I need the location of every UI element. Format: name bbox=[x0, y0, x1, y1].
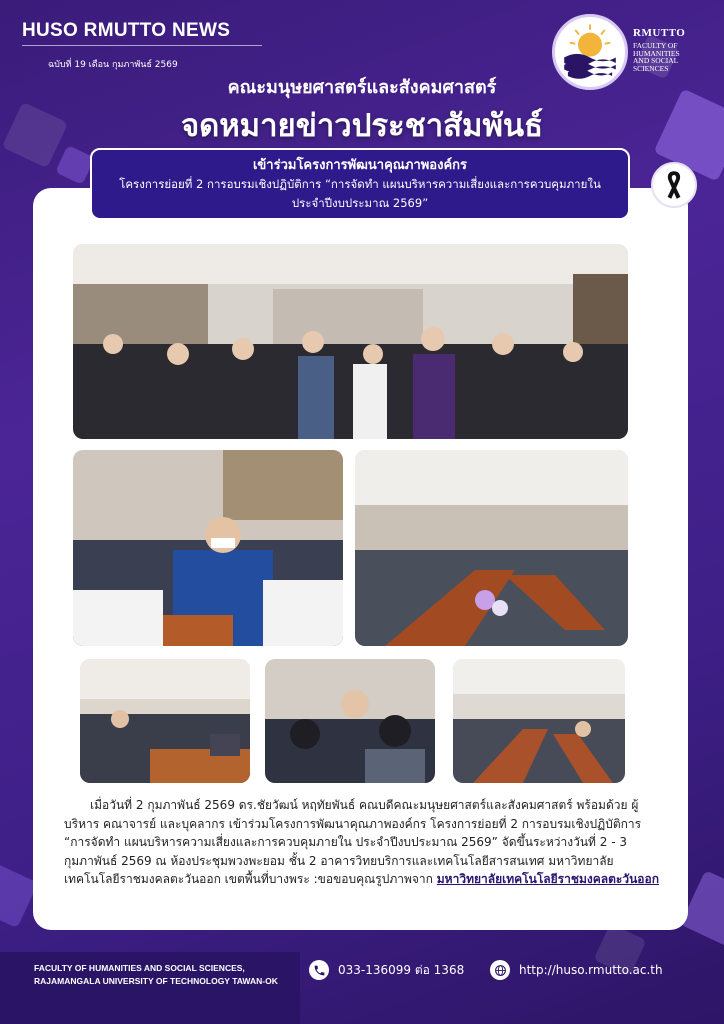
subject-title: เข้าร่วมโครงการพัฒนาคุณภาพองค์กร bbox=[252, 158, 468, 173]
footer-faculty bbox=[34, 962, 304, 988]
faculty-name: คณะมนุษยศาสตร์และสังคมศาสตร์ bbox=[227, 77, 497, 98]
participants-photo bbox=[80, 659, 250, 783]
footer-faculty-line1: FACULTY OF HUMANITIES AND SOCIAL SCIENCES, bbox=[34, 963, 245, 973]
logo-wordmark bbox=[633, 28, 693, 72]
seminar-photo bbox=[73, 450, 343, 646]
website-contact[interactable] bbox=[490, 960, 663, 980]
phone-number: 033-136099 ต่อ 1368 bbox=[338, 962, 465, 977]
photo-credit-link[interactable]: มหาวิทยาลัยเทคโนโลยีราชมงคลตะวันออก bbox=[436, 872, 659, 887]
logo-faculty: FACULTY OF HUMANITIES AND SOCIAL SCIENCES bbox=[633, 41, 680, 73]
photo-credit-label: :ขอขอบคุณรูปภาพจาก bbox=[313, 872, 437, 887]
phone-contact[interactable] bbox=[309, 960, 464, 980]
phone-icon bbox=[309, 960, 329, 980]
group-photo bbox=[73, 244, 628, 439]
subject-box bbox=[90, 148, 630, 220]
footer-faculty-line2: RAJAMANGALA UNIVERSITY OF TECHNOLOGY TAWAN-OK bbox=[34, 976, 278, 986]
website-url: http://huso.rmutto.ac.th bbox=[519, 963, 663, 977]
issue-label: ฉบับที่ 19 เดือน กุมภาพันธ์ 2569 bbox=[48, 60, 178, 70]
subject-detail: โครงการย่อยที่ 2 การอบรมเชิงปฏิบัติการ “การจัดทำ แผนบริหารความเสี่ยงและการควบคุมภายใน ประจำปีงบประมาณ 2569” bbox=[119, 177, 601, 210]
logo-name: RMUTTO bbox=[633, 27, 686, 39]
article-paragraph: เมื่อวันที่ 2 กุมภาพันธ์ 2569 ดร.ชัยวัฒน์ หฤทัยพันธ์ คณบดีคณะมนุษยศาสตร์และสังคมศาสตร์ พร้อมด้วย ผู้บริหาร คณาจารย์ และบุคลากร เข้าร่วมโครงการพัฒนาคุณภาพองค์กร โครงการย่อยที่ 2 การอบรมเชิงปฏิบัติการ “การจัดทำ แผนบริหารความเสี่ยงและการควบคุมภายใน ประจำปีงบประมาณ 2569” จัดขึ้นระหว่างวันที่ 2 - 3 กุมภาพันธ์ 2569 ณ ห้องประชุมพวงพะยอม ชั้น 2 อาคารวิทยบริการและเทคโนโลยีสารสนเทศ มหาวิทยาลัยเทคโนโลยีราชมงคลตะวันออก เขตพื้นที่บางพระ bbox=[64, 798, 642, 887]
article-body bbox=[64, 796, 664, 889]
page-title: จดหมายข่าวประชาสัมพันธ์ bbox=[180, 108, 544, 144]
globe-icon bbox=[490, 960, 510, 980]
conference-photo bbox=[453, 659, 625, 783]
header-divider bbox=[22, 45, 262, 46]
meeting-room-photo bbox=[355, 450, 628, 646]
decor-square bbox=[55, 145, 95, 185]
attendees-photo bbox=[265, 659, 435, 783]
news-title: HUSO RMUTTO NEWS bbox=[22, 20, 231, 41]
black-ribbon-icon bbox=[651, 162, 697, 208]
